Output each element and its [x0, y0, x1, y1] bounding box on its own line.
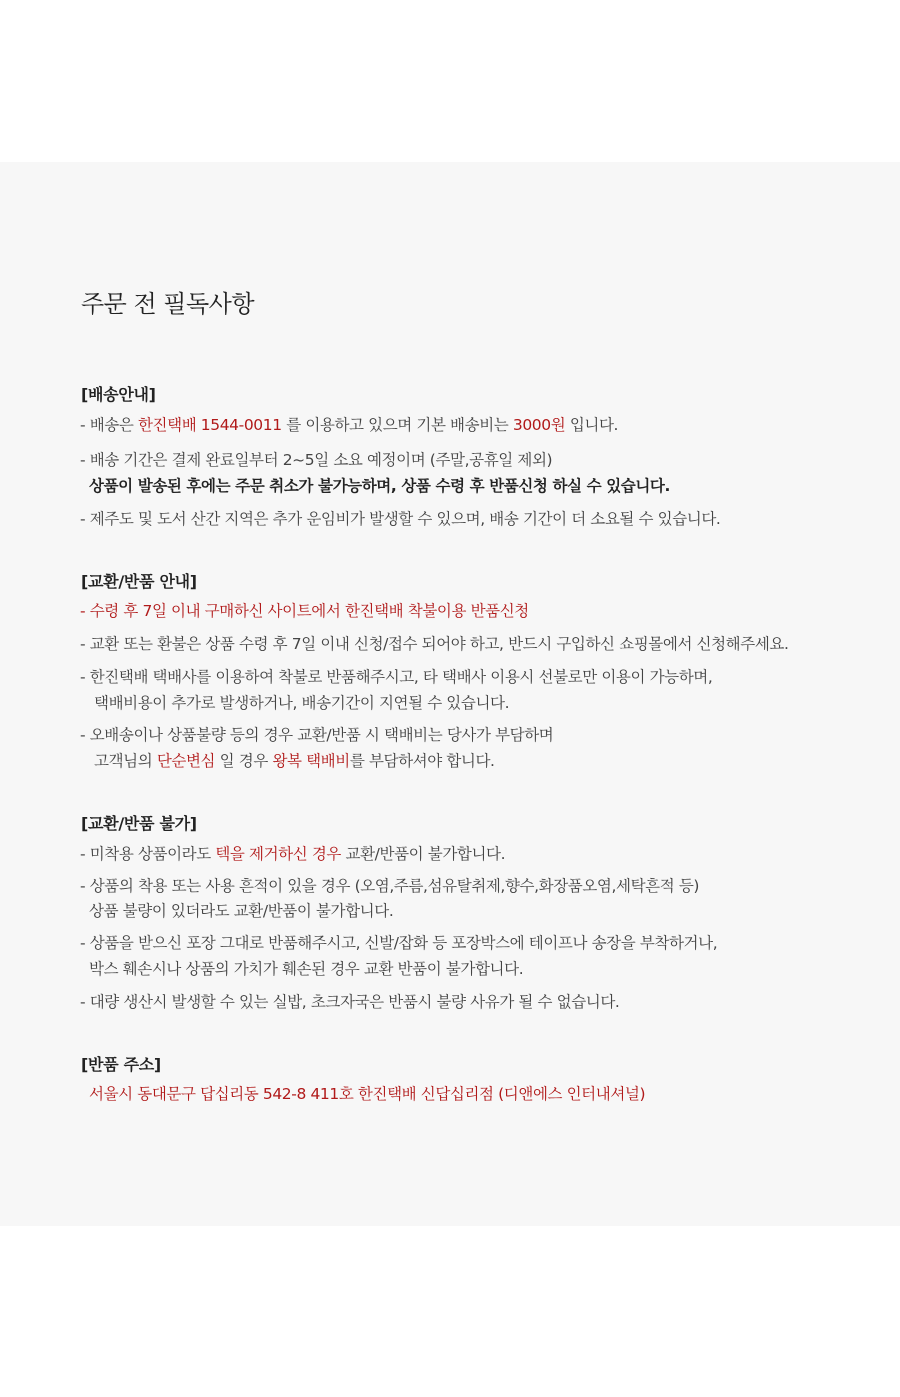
text: 교환/반품이 불가합니다. [341, 845, 506, 863]
shipping-line-4: - 제주도 및 도서 산간 지역은 추가 운임비가 발생할 수 있으며, 배송 기간이 더 소요될 수 있습니다. [80, 510, 721, 528]
text: 를 부담하셔야 합니다. [349, 752, 495, 770]
text: - 미착용 상품이라도 [80, 845, 216, 863]
fee-highlight: 3000원 [512, 416, 566, 434]
exchange-line-3: - 한진택배 택배사를 이용하여 착불로 반품해주시고, 타 택배사 이용시 선불로만 이용이 가능하며, [80, 668, 713, 686]
return-address: 서울시 동대문구 답십리동 542-8 411호 한진택배 신답십리점 (디앤에스 인터내셔널) [89, 1085, 646, 1103]
noreturn-heading: [교환/반품 불가] [81, 814, 197, 833]
exchange-line-6 [94, 751, 495, 771]
courier-highlight: 한진택배 1544-0011 [137, 416, 282, 434]
exchange-line-1: - 수령 후 7일 이내 구매하신 사이트에서 한진택배 착불이용 반품신청 [80, 602, 529, 620]
noreturn-line-4: - 상품을 받으신 포장 그대로 반품해주시고, 신발/잡화 등 포장박스에 테이프나 송장을 부착하거나, [80, 934, 718, 952]
text: - 배송은 [80, 416, 138, 434]
noreturn-line-2: - 상품의 착용 또는 사용 흔적이 있을 경우 (오염,주름,섬유탈취제,향수,화장품오염,세탁흔적 등) [80, 877, 700, 895]
text: 일 경우 [215, 752, 273, 770]
noreturn-line-1 [80, 844, 505, 864]
exchange-line-4: 택배비용이 추가로 발생하거나, 배송기간이 지연될 수 있습니다. [94, 694, 510, 712]
noreturn-line-3: 상품 불량이 있더라도 교환/반품이 불가합니다. [89, 902, 394, 920]
tag-removed-highlight: 텍을 제거하신 경우 [215, 845, 341, 863]
page-title: 주문 전 필독사항 [81, 290, 255, 318]
noreturn-line-6: - 대량 생산시 발생할 수 있는 실밥, 초크자국은 반품시 불량 사유가 될 수 없습니다. [80, 993, 620, 1011]
shipping-line-3: 상품이 발송된 후에는 주문 취소가 불가능하며, 상품 수령 후 반품신청 하실 수 있습니다. [89, 477, 670, 495]
address-heading: [반품 주소] [81, 1055, 161, 1074]
text: 고객님의 [94, 752, 157, 770]
exchange-line-5: - 오배송이나 상품불량 등의 경우 교환/반품 시 택배비는 당사가 부담하며 [80, 726, 554, 744]
exchange-heading: [교환/반품 안내] [81, 572, 197, 591]
noreturn-line-5: 박스 훼손시나 상품의 가치가 훼손된 경우 교환 반품이 불가합니다. [89, 960, 524, 978]
shipping-heading: [배송안내] [81, 385, 156, 404]
shipping-line-1 [80, 415, 618, 435]
change-of-mind-highlight: 단순변심 [156, 752, 216, 770]
shipping-line-2: - 배송 기간은 결제 완료일부터 2~5일 소요 예정이며 (주말,공휴일 제외) [80, 451, 553, 469]
text: 입니다. [565, 416, 619, 434]
roundtrip-fee-highlight: 왕복 택배비 [272, 752, 350, 770]
exchange-line-2: - 교환 또는 환불은 상품 수령 후 7일 이내 신청/접수 되어야 하고, 반드시 구입하신 쇼핑몰에서 신청해주세요. [80, 635, 789, 653]
text: 를 이용하고 있으며 기본 배송비는 [281, 416, 513, 434]
